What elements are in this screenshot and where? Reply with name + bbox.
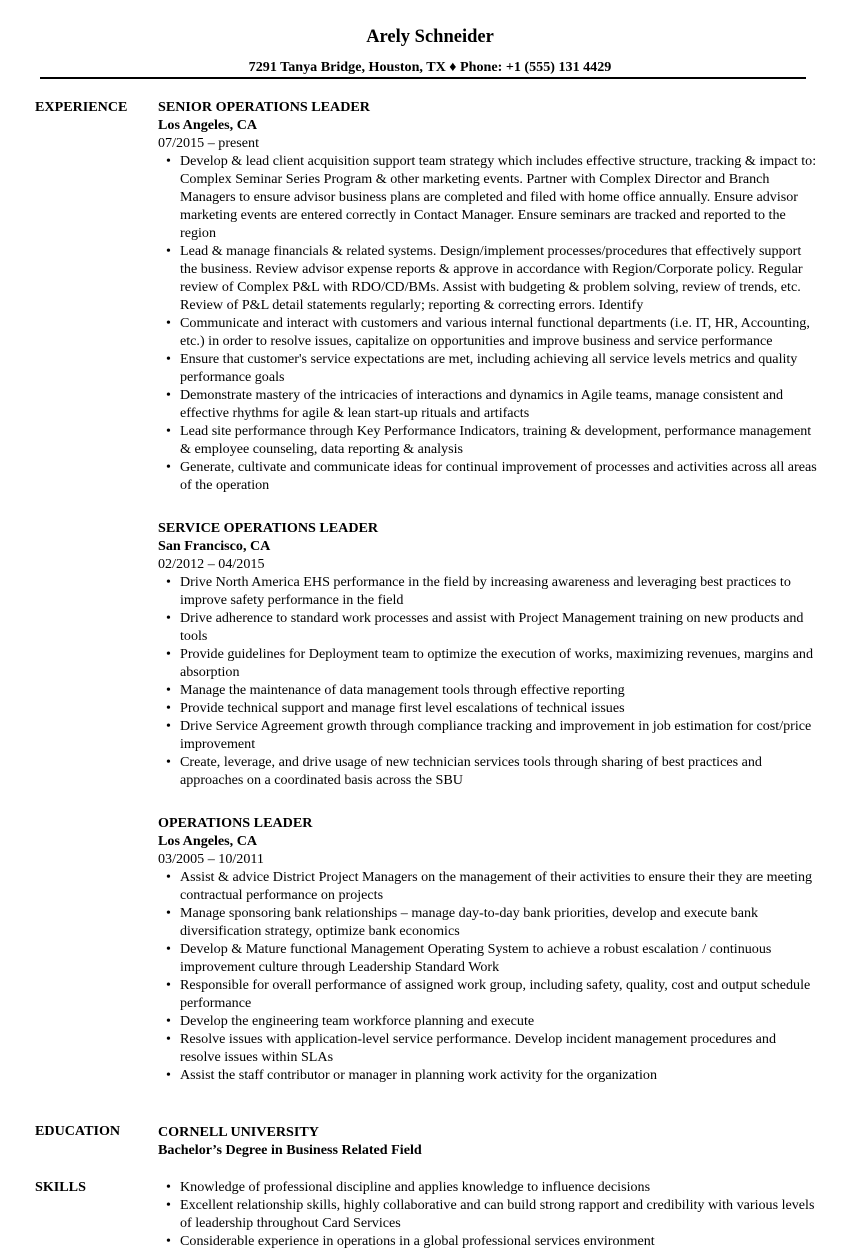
bullet-item: • Provide technical support and manage first level escalations of technical issues [180, 699, 818, 717]
bullet-item: • Assist the staff contributor or manager in planning work activity for the organization [180, 1066, 818, 1084]
job-dates: 07/2015 – present [158, 135, 259, 151]
job-location: San Francisco, CA [158, 538, 271, 554]
bullet-item: • Drive Service Agreement growth through compliance tracking and improvement in job estimation for cost/price improvement [180, 717, 818, 753]
bullet-item: • Drive North America EHS performance in the field by increasing awareness and leveraging best practices to improve safety performance in the field [180, 573, 818, 609]
skills-heading: SKILLS [35, 1179, 86, 1195]
contact-line: 7291 Tanya Bridge, Houston, TX ♦ Phone: +1 (555) 131 4429 [248, 59, 612, 75]
job-dates: 03/2005 – 10/2011 [158, 851, 264, 867]
skill-item: • Considerable experience in operations in a global professional services environment [180, 1232, 818, 1250]
bullet-item: • Drive adherence to standard work processes and assist with Project Management training on new products and tools [180, 609, 818, 645]
job-bullets [158, 152, 818, 494]
job-entry [158, 98, 818, 494]
job-title: SENIOR OPERATIONS LEADER [158, 99, 370, 115]
job-title: OPERATIONS LEADER [158, 815, 313, 831]
job-dates: 02/2012 – 04/2015 [158, 556, 265, 572]
bullet-item: • Communicate and interact with customers and various internal functional departments (i.e. IT, HR, Accounting, etc.) in order to resolve issues, capitalize on opportunities and improve business and service performance [180, 314, 818, 350]
bullet-item: • Create, leverage, and drive usage of new technician services tools through sharing of best practices and approaches on a coordinated basis across the SBU [180, 753, 818, 789]
bullet-item: • Generate, cultivate and communicate ideas for continual improvement of processes and activities across all areas of the operation [180, 458, 818, 494]
bullet-item: • Provide guidelines for Deployment team to optimize the execution of works, maximizing revenues, margins and absorption [180, 645, 818, 681]
bullet-item: • Manage the maintenance of data management tools through effective reporting [180, 681, 818, 699]
bullet-item: • Lead & manage financials & related systems. Design/implement processes/procedures that effectively support the business. Review advisor expense reports & approve in accordance with Region/Corporate policy. Regular review of Complex P&L with RDO/CD/BMs. Assist with budgeting & problem solving, review of trends, etc. Review of P&L detail statements regularly; reporting & correcting errors. Identify [180, 242, 818, 314]
job-entry [158, 814, 818, 1084]
bullet-item: • Resolve issues with application-level service performance. Develop incident management procedures and resolve issues within SLAs [180, 1030, 818, 1066]
bullet-item: • Assist & advice District Project Managers on the management of their activities to ensure their they are meeting contractual performance on projects [180, 868, 818, 904]
skill-item: • Excellent relationship skills, highly collaborative and can build strong rapport and credibility with various levels of leadership throughout Card Services [180, 1196, 818, 1232]
bullet-item: • Manage sponsoring bank relationships – manage day-to-day bank priorities, develop and execute bank diversification strategy, optimize bank economics [180, 904, 818, 940]
job-title: SERVICE OPERATIONS LEADER [158, 520, 379, 536]
job-bullets [158, 868, 818, 1084]
bullet-item: • Lead site performance through Key Performance Indicators, training & development, performance management & employee counseling, data reporting & analysis [180, 422, 818, 458]
experience-heading: EXPERIENCE [35, 99, 128, 115]
bullet-item: • Ensure that customer's service expectations are met, including achieving all service levels metrics and quality performance goals [180, 350, 818, 386]
job-bullets [158, 573, 818, 789]
bullet-item: • Develop the engineering team workforce planning and execute [180, 1012, 818, 1030]
school-name: CORNELL UNIVERSITY [158, 1124, 319, 1140]
skill-item: • Knowledge of professional discipline and applies knowledge to influence decisions [180, 1178, 818, 1196]
job-location: Los Angeles, CA [158, 117, 258, 133]
skills-section [158, 1178, 818, 1250]
candidate-name: Arely Schneider [366, 27, 494, 47]
job-location: Los Angeles, CA [158, 833, 258, 849]
education-heading: EDUCATION [35, 1123, 121, 1139]
bullet-item: • Develop & Mature functional Management Operating System to achieve a robust escalation / continuous improvement culture through Leadership Standard Work [180, 940, 818, 976]
degree: Bachelor’s Degree in Business Related Field [158, 1142, 422, 1158]
bullet-item: • Develop & lead client acquisition support team strategy which includes effective structure, tracking & impact to: Complex Seminar Series Program & other marketing events. Partner with Complex Director and Branch Managers to ensure advisor business plans are completed and filed with home office annually. Ensure advisor marketing events are entered correctly in Contact Manager. Ensure seminars are tracked and reported to the region [180, 152, 818, 242]
job-entry [158, 519, 818, 789]
skills-list [158, 1178, 818, 1250]
header-divider [40, 77, 806, 79]
education-section [158, 1123, 818, 1159]
bullet-item: • Demonstrate mastery of the intricacies of interactions and dynamics in Agile teams, manage consistent and effective rhythms for agile & lean start-up rituals and artifacts [180, 386, 818, 422]
experience-section [158, 98, 818, 1084]
bullet-item: • Responsible for overall performance of assigned work group, including safety, quality, cost and output schedule performance [180, 976, 818, 1012]
